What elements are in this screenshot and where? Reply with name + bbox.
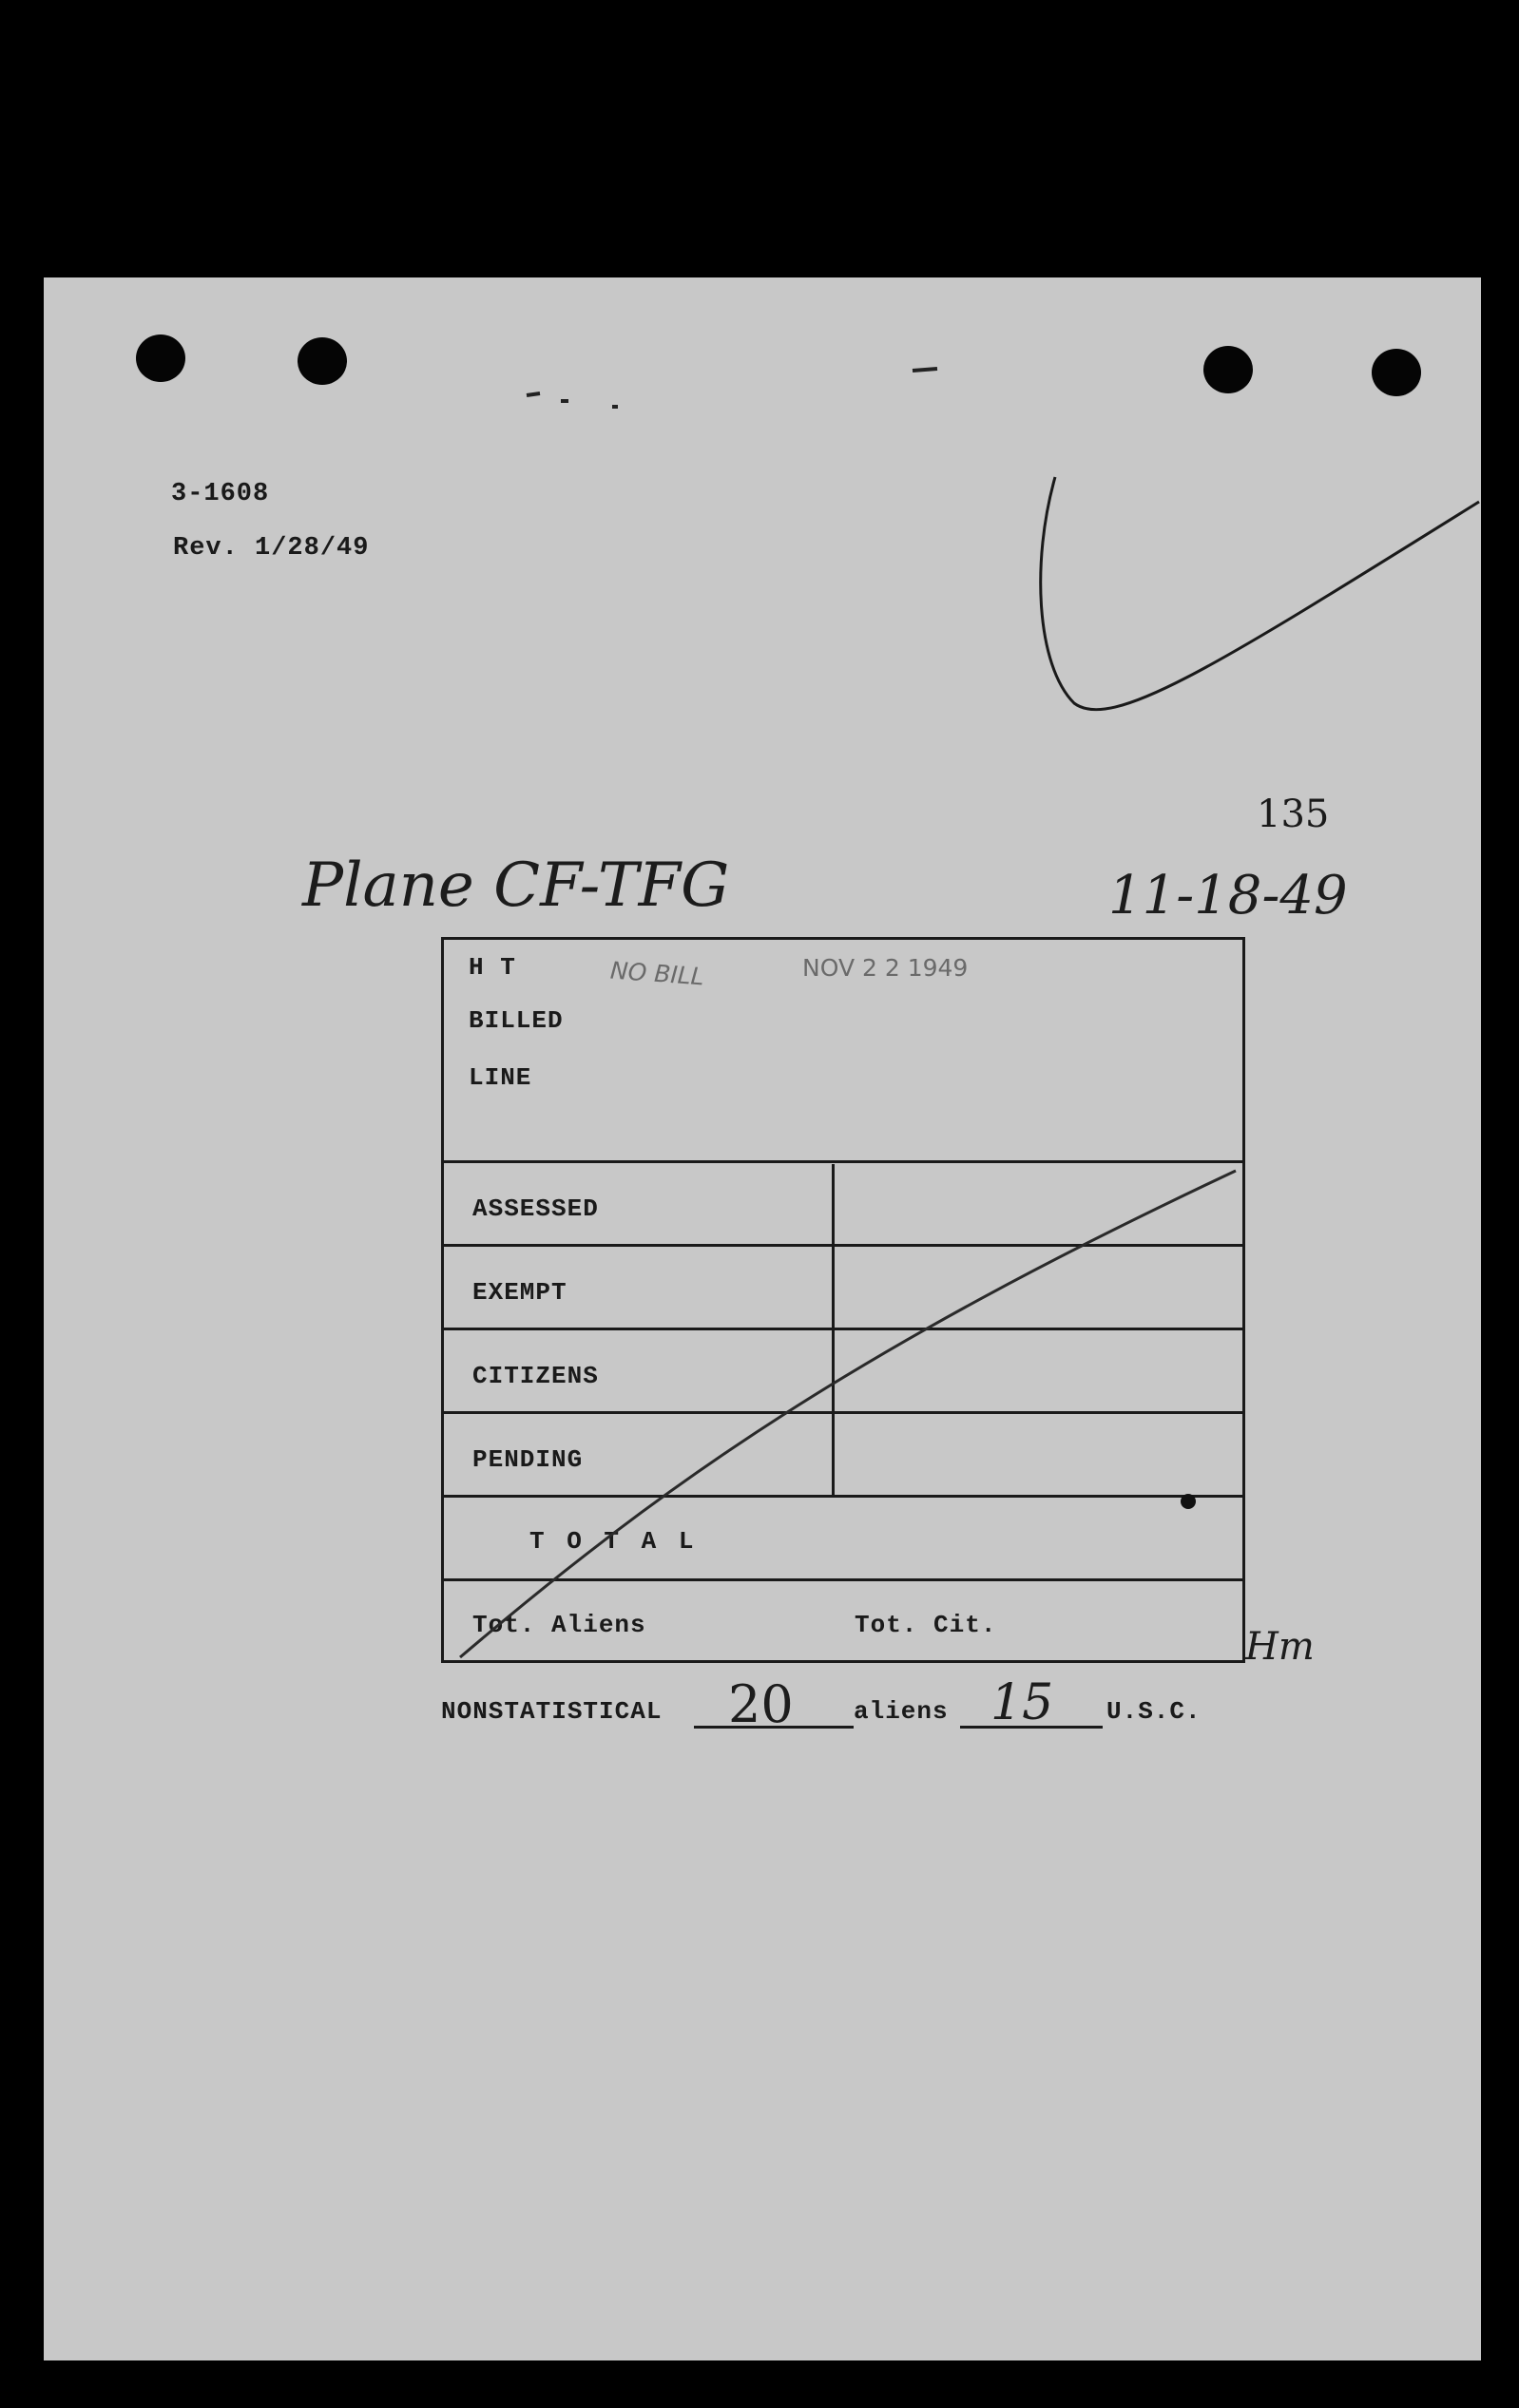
stamp-date: NOV 2 2 1949 [802, 954, 969, 982]
handwritten-vessel: Plane CF-TFG [302, 850, 730, 921]
stamp-no-bill: NO BILL [609, 956, 705, 991]
label-tot-aliens: Tot. Aliens [472, 1611, 646, 1639]
nonstatistical-label: NONSTATISTICAL [441, 1697, 663, 1726]
label-exempt: EXEMPT [472, 1278, 567, 1307]
label-billed: BILLED [469, 1006, 564, 1035]
aliens-label: aliens [854, 1697, 949, 1726]
label-pending: PENDING [472, 1445, 584, 1474]
handwritten-initials: Hm [1245, 1625, 1315, 1669]
label-ht: H T [469, 953, 516, 982]
form-revision: Rev. 1/28/49 [173, 534, 370, 563]
handwritten-usc-count: 15 [990, 1674, 1054, 1731]
check-mark [1041, 477, 1479, 710]
strike-line [460, 1171, 1236, 1657]
ink-dot [1181, 1494, 1196, 1509]
usc-label: U.S.C. [1106, 1697, 1202, 1726]
ink-speck [527, 369, 937, 407]
label-tot-cit: Tot. Cit. [855, 1611, 997, 1639]
form-number: 3-1608 [171, 480, 270, 508]
handwritten-date: 11-18-49 [1108, 865, 1348, 927]
label-total: T O T A L [529, 1527, 698, 1556]
page-number: 135 [1257, 793, 1330, 836]
handwritten-aliens-count: 20 [728, 1674, 794, 1734]
label-line: LINE [469, 1063, 532, 1092]
label-citizens: CITIZENS [472, 1362, 599, 1390]
label-assessed: ASSESSED [472, 1194, 599, 1223]
